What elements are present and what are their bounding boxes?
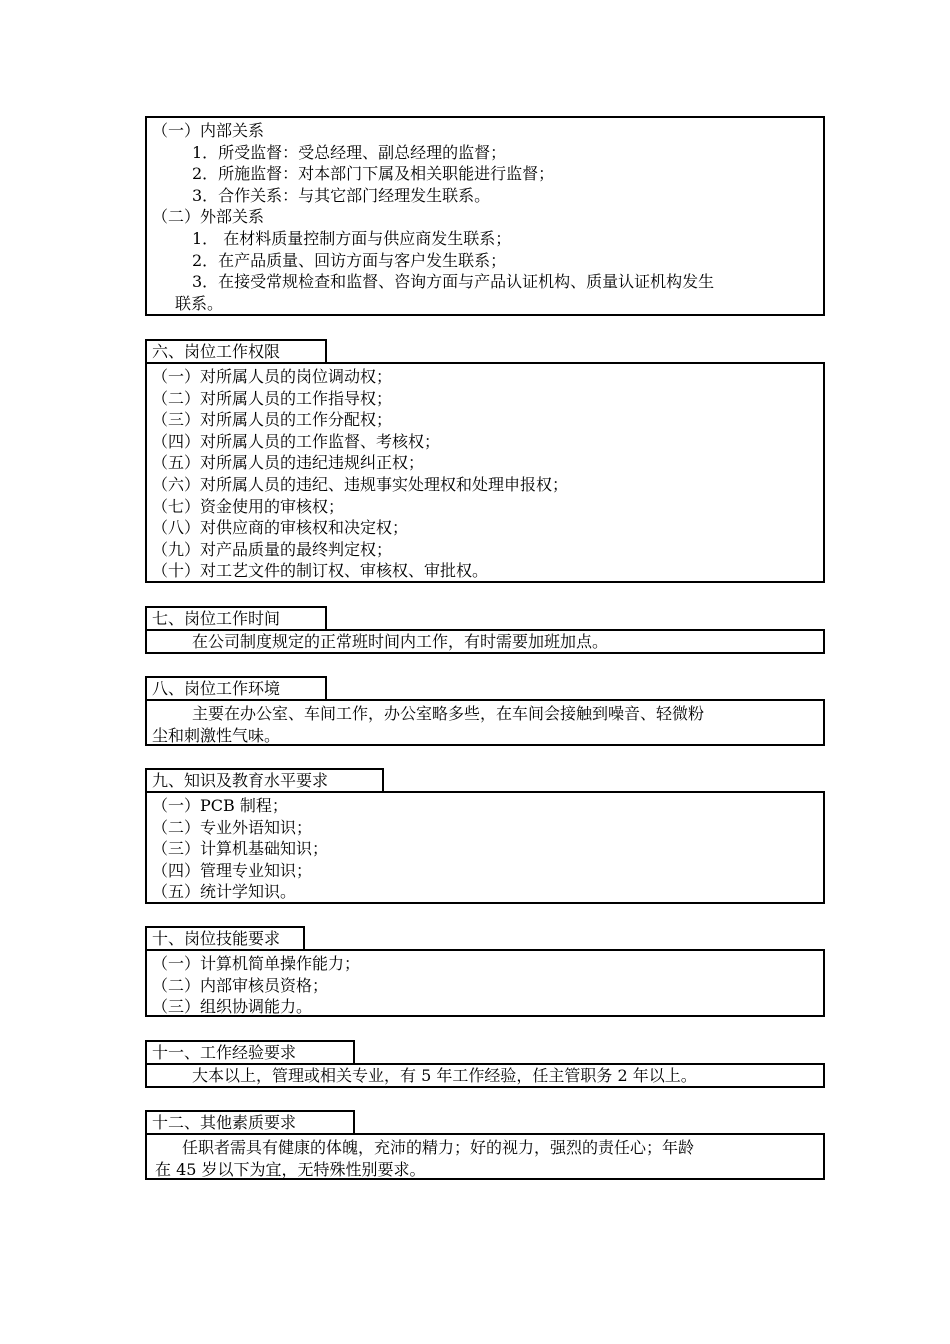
environment-section [145,699,825,746]
other-requirements-line1: 任职者需具有健康的体魄，充沛的精力；好的视力，强烈的责任心；年龄 [182,1138,695,1157]
authority-item: （八）对供应商的审核权和决定权； [152,518,409,538]
external-relation-item-continued: 联系。 [175,293,224,313]
experience-section [145,1063,825,1088]
knowledge-item: （五）统计学知识。 [152,882,297,902]
authority-item: （一）对所属人员的岗位调动权； [152,367,393,386]
external-relation-item: 3．在接受常规检查和监督、咨询方面与产品认证机构、质量认证机构发生 [192,272,715,292]
authority-item: （七）资金使用的审核权； [152,496,345,516]
environment-title: 八、岗位工作环境 [145,676,327,699]
other-requirements-line2: 在 45 岁以下为宜，无特殊性别要求。 [155,1159,426,1179]
knowledge-item: （一）PCB 制程； [152,796,288,815]
external-relation-item: 1． 在材料质量控制方面与供应商发生联系； [192,228,512,248]
experience-text: 大本以上，管理或相关专业，有 5 年工作经验，任主管职务 2 年以上。 [192,1066,697,1085]
other-requirements-section [145,1133,825,1180]
skill-item: （二）内部审核员资格； [152,975,329,995]
authority-item: （六）对所属人员的违纪、违规事实处理权和处理申报权； [152,474,569,494]
experience-title: 十一、工作经验要求 [145,1040,355,1063]
internal-relation-item: 3．合作关系：与其它部门经理发生联系。 [192,185,491,205]
internal-relations-title: （一）内部关系 [152,121,265,140]
work-time-text: 在公司制度规定的正常班时间内工作，有时需要加班加点。 [192,632,609,651]
authority-item: （三）对所属人员的工作分配权； [152,410,393,430]
environment-text-line2: 尘和刺激性气味。 [152,725,281,745]
environment-text-line1: 主要在办公室、车间工作，办公室略多些，在车间会接触到噪音、轻微粉 [192,704,705,723]
work-time-section [145,629,825,654]
knowledge-item: （四）管理专业知识； [152,860,313,880]
skill-item: （一）计算机简单操作能力； [152,954,361,973]
knowledge-section [145,791,825,904]
external-relation-item: 2．在产品质量、回访方面与客户发生联系； [192,250,507,270]
internal-relation-item: 2．所施监督：对本部门下属及相关职能进行监督； [192,164,555,184]
authority-item: （五）对所属人员的违纪违规纠正权； [152,453,425,473]
knowledge-title: 九、知识及教育水平要求 [145,768,384,791]
external-relations-title: （二）外部关系 [152,207,265,227]
skills-title: 十、岗位技能要求 [145,926,305,949]
other-requirements-title: 十二、其他素质要求 [145,1110,355,1133]
authority-item: （十）对工艺文件的制订权、审核权、审批权。 [152,561,489,581]
knowledge-item: （三）计算机基础知识； [152,839,329,859]
authority-item: （四）对所属人员的工作监督、考核权； [152,431,441,451]
work-time-title: 七、岗位工作时间 [145,606,327,629]
skill-item: （三）组织协调能力。 [152,997,313,1017]
relations-section [145,116,825,316]
internal-relation-item: 1．所受监督：受总经理、副总经理的监督； [192,142,507,162]
authority-item: （二）对所属人员的工作指导权； [152,388,393,408]
authority-title: 六、岗位工作权限 [145,339,327,362]
knowledge-item: （二）专业外语知识； [152,817,313,837]
authority-section [145,362,825,583]
authority-item: （九）对产品质量的最终判定权； [152,539,393,559]
skills-section [145,949,825,1017]
